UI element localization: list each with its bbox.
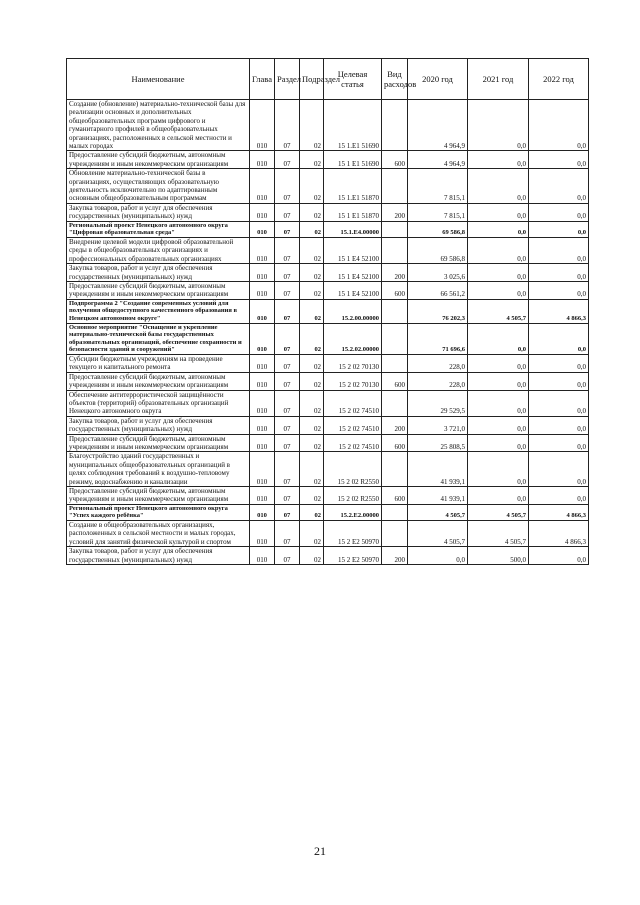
cell-statya: 15 2 02 R2550 xyxy=(324,452,382,487)
cell-vid xyxy=(382,323,408,354)
cell-glava: 010 xyxy=(250,169,275,204)
cell-razdel: 07 xyxy=(275,281,300,299)
cell-glava: 010 xyxy=(250,547,275,565)
cell-y2022: 4 866,3 xyxy=(529,520,589,546)
cell-vid xyxy=(382,452,408,487)
cell-name: Обновление материально-технической базы в организациях, осуществляющих образовательную деятельность исключительно по адаптированным основным общеобразовательным программам xyxy=(67,169,250,204)
cell-y2021: 4 505,7 xyxy=(468,504,529,520)
cell-name: Обеспечение антитеррористической защищённости объектов (территорий) образовательных организаций Ненецкого автономного округа xyxy=(67,390,250,416)
cell-y2020: 7 815,1 xyxy=(408,169,468,204)
cell-glava: 010 xyxy=(250,264,275,282)
cell-y2020: 71 696,6 xyxy=(408,323,468,354)
cell-glava: 010 xyxy=(250,434,275,452)
cell-y2022: 0,0 xyxy=(529,354,589,372)
cell-y2021: 0,0 xyxy=(468,354,529,372)
cell-razdel: 07 xyxy=(275,434,300,452)
cell-y2021: 0,0 xyxy=(468,434,529,452)
cell-y2022: 0,0 xyxy=(529,416,589,434)
cell-y2022: 0,0 xyxy=(529,486,589,504)
cell-y2020: 7 815,1 xyxy=(408,203,468,221)
header-2022: 2022 год xyxy=(529,59,589,100)
table-row xyxy=(67,323,589,354)
page-number: 21 xyxy=(314,844,326,858)
cell-podrazdel: 02 xyxy=(300,390,324,416)
cell-podrazdel: 02 xyxy=(300,299,324,323)
cell-vid: 600 xyxy=(382,434,408,452)
table-row xyxy=(67,504,589,520)
cell-y2020: 0,0 xyxy=(408,547,468,565)
cell-y2020: 41 939,1 xyxy=(408,486,468,504)
cell-podrazdel: 02 xyxy=(300,504,324,520)
cell-podrazdel: 02 xyxy=(300,203,324,221)
header-2020: 2020 год xyxy=(408,59,468,100)
cell-statya: 15.1.Е4.00000 xyxy=(324,221,382,237)
cell-statya: 15 1 Е4 52100 xyxy=(324,237,382,263)
cell-y2021: 0,0 xyxy=(468,416,529,434)
cell-y2021: 500,0 xyxy=(468,547,529,565)
cell-statya: 15 2 02 74510 xyxy=(324,434,382,452)
cell-podrazdel: 02 xyxy=(300,237,324,263)
cell-y2021: 4 505,7 xyxy=(468,520,529,546)
table-row xyxy=(67,372,589,390)
table-row xyxy=(67,452,589,487)
cell-vid xyxy=(382,354,408,372)
cell-y2020: 69 586,8 xyxy=(408,237,468,263)
cell-name: Региональный проект Ненецкого автономного округа "Цифровая образовательная среда" xyxy=(67,221,250,237)
header-vid: Вид расходов xyxy=(382,59,408,100)
cell-y2021: 0,0 xyxy=(468,281,529,299)
cell-y2022: 0,0 xyxy=(529,237,589,263)
cell-y2021: 0,0 xyxy=(468,264,529,282)
cell-statya: 15.2.00.00000 xyxy=(324,299,382,323)
table-row xyxy=(67,100,589,151)
cell-y2020: 41 939,1 xyxy=(408,452,468,487)
cell-vid: 600 xyxy=(382,281,408,299)
cell-statya: 15 2 02 74510 xyxy=(324,416,382,434)
cell-podrazdel: 02 xyxy=(300,354,324,372)
cell-y2021: 0,0 xyxy=(468,372,529,390)
cell-y2022: 4 866,3 xyxy=(529,504,589,520)
cell-y2022: 0,0 xyxy=(529,203,589,221)
cell-vid: 200 xyxy=(382,416,408,434)
cell-y2020: 3 025,6 xyxy=(408,264,468,282)
table-row xyxy=(67,221,589,237)
cell-y2021: 0,0 xyxy=(468,452,529,487)
cell-y2021: 0,0 xyxy=(468,100,529,151)
cell-statya: 15 1 Е1 51690 xyxy=(324,151,382,169)
cell-name: Предоставление субсидий бюджетным, автономным учреждениям и иным некоммерческим организациям xyxy=(67,151,250,169)
cell-podrazdel: 02 xyxy=(300,486,324,504)
cell-razdel: 07 xyxy=(275,237,300,263)
table-row xyxy=(67,520,589,546)
cell-statya: 15 2 Е2 50970 xyxy=(324,547,382,565)
cell-statya: 15 1 Е1 51870 xyxy=(324,203,382,221)
cell-razdel: 07 xyxy=(275,203,300,221)
cell-y2020: 4 505,7 xyxy=(408,504,468,520)
cell-y2020: 29 529,5 xyxy=(408,390,468,416)
cell-glava: 010 xyxy=(250,203,275,221)
cell-y2022: 0,0 xyxy=(529,169,589,204)
cell-y2022: 0,0 xyxy=(529,100,589,151)
cell-podrazdel: 02 xyxy=(300,547,324,565)
cell-y2021: 0,0 xyxy=(468,221,529,237)
cell-y2022: 0,0 xyxy=(529,547,589,565)
header-razdel: Раздел xyxy=(275,59,300,100)
cell-statya: 15.2.02.00000 xyxy=(324,323,382,354)
cell-glava: 010 xyxy=(250,416,275,434)
cell-y2021: 0,0 xyxy=(468,390,529,416)
cell-y2021: 0,0 xyxy=(468,486,529,504)
table-row xyxy=(67,203,589,221)
cell-podrazdel: 02 xyxy=(300,520,324,546)
cell-y2022: 0,0 xyxy=(529,390,589,416)
table-row xyxy=(67,169,589,204)
cell-name: Внедрение целевой модели цифровой образовательной среды в общеобразовательных организациях и профессиональных образовательных организациях xyxy=(67,237,250,263)
cell-glava: 010 xyxy=(250,151,275,169)
cell-podrazdel: 02 xyxy=(300,169,324,204)
cell-podrazdel: 02 xyxy=(300,151,324,169)
cell-name: Создание в общеобразовательных организациях, расположенных в сельской местности и малых городах, условий для занятий физической культурой и спортом xyxy=(67,520,250,546)
cell-statya: 15 2 02 70130 xyxy=(324,372,382,390)
table-row xyxy=(67,237,589,263)
cell-statya: 15 1.Е1 51870 xyxy=(324,169,382,204)
cell-glava: 010 xyxy=(250,372,275,390)
cell-y2020: 25 808,5 xyxy=(408,434,468,452)
cell-razdel: 07 xyxy=(275,547,300,565)
cell-razdel: 07 xyxy=(275,221,300,237)
cell-statya: 15 2 02 R2550 xyxy=(324,486,382,504)
cell-vid: 600 xyxy=(382,151,408,169)
cell-vid xyxy=(382,520,408,546)
cell-y2021: 0,0 xyxy=(468,169,529,204)
table-row xyxy=(67,354,589,372)
cell-statya: 15 2 Е2 50970 xyxy=(324,520,382,546)
table-row xyxy=(67,264,589,282)
cell-podrazdel: 02 xyxy=(300,416,324,434)
cell-y2020: 3 721,0 xyxy=(408,416,468,434)
cell-razdel: 07 xyxy=(275,520,300,546)
cell-name: Предоставление субсидий бюджетным, автономным учреждениям и иным некоммерческим организациям xyxy=(67,281,250,299)
cell-vid xyxy=(382,221,408,237)
cell-y2021: 0,0 xyxy=(468,151,529,169)
cell-glava: 010 xyxy=(250,323,275,354)
cell-glava: 010 xyxy=(250,520,275,546)
cell-y2022: 0,0 xyxy=(529,372,589,390)
table-row xyxy=(67,299,589,323)
cell-glava: 010 xyxy=(250,299,275,323)
cell-razdel: 07 xyxy=(275,504,300,520)
cell-y2022: 0,0 xyxy=(529,151,589,169)
cell-glava: 010 xyxy=(250,452,275,487)
header-2021: 2021 год xyxy=(468,59,529,100)
budget-table xyxy=(66,58,589,565)
cell-razdel: 07 xyxy=(275,151,300,169)
cell-vid xyxy=(382,299,408,323)
cell-razdel: 07 xyxy=(275,323,300,354)
cell-vid: 200 xyxy=(382,203,408,221)
cell-podrazdel: 02 xyxy=(300,221,324,237)
header-name: Наименование xyxy=(67,59,250,100)
header-statya: Целевая статья xyxy=(324,59,382,100)
cell-name: Закупка товаров, работ и услуг для обеспечения государственных (муниципальных) нужд xyxy=(67,547,250,565)
cell-y2022: 0,0 xyxy=(529,452,589,487)
cell-vid: 600 xyxy=(382,372,408,390)
cell-statya: 15 1 Е4 52100 xyxy=(324,264,382,282)
cell-y2022: 0,0 xyxy=(529,221,589,237)
cell-name: Субсидии бюджетным учреждениям на проведение текущего и капитального ремонта xyxy=(67,354,250,372)
cell-name: Подпрограмма 2 "Создание современных условий для получения общедоступного качественного образования в Ненецком автономном округе" xyxy=(67,299,250,323)
cell-name: Закупка товаров, работ и услуг для обеспечения государственных (муниципальных) нужд xyxy=(67,264,250,282)
cell-podrazdel: 02 xyxy=(300,100,324,151)
cell-name: Создание (обновление) материально-технической базы для реализации основных и дополнительных общеобразовательных программ цифрового и гуманитарного профилей в общеобразовательных организациях, расположенных в сельской местности и малых городах xyxy=(67,100,250,151)
cell-podrazdel: 02 xyxy=(300,372,324,390)
cell-vid: 200 xyxy=(382,547,408,565)
header-podrazdel: Подраздел xyxy=(300,59,324,100)
cell-y2020: 4 964,9 xyxy=(408,151,468,169)
table-header-row xyxy=(67,59,589,100)
cell-statya: 15 1 Е4 52100 xyxy=(324,281,382,299)
cell-vid xyxy=(382,390,408,416)
cell-name: Предоставление субсидий бюджетным, автономным учреждениям и иным некоммерческим организациям xyxy=(67,434,250,452)
cell-statya: 15 2 02 74510 xyxy=(324,390,382,416)
cell-y2022: 0,0 xyxy=(529,434,589,452)
cell-razdel: 07 xyxy=(275,264,300,282)
cell-glava: 010 xyxy=(250,390,275,416)
cell-razdel: 07 xyxy=(275,452,300,487)
cell-glava: 010 xyxy=(250,354,275,372)
cell-vid xyxy=(382,100,408,151)
cell-y2022: 4 866,3 xyxy=(529,299,589,323)
cell-podrazdel: 02 xyxy=(300,281,324,299)
header-glava: Глава xyxy=(250,59,275,100)
cell-podrazdel: 02 xyxy=(300,323,324,354)
cell-name: Предоставление субсидий бюджетным, автономным учреждениям и иным некоммерческим организациям xyxy=(67,486,250,504)
cell-razdel: 07 xyxy=(275,100,300,151)
cell-glava: 010 xyxy=(250,100,275,151)
cell-y2021: 4 505,7 xyxy=(468,299,529,323)
cell-y2021: 0,0 xyxy=(468,237,529,263)
cell-razdel: 07 xyxy=(275,169,300,204)
cell-name: Региональный проект Ненецкого автономного округа "Успех каждого ребёнка" xyxy=(67,504,250,520)
cell-y2020: 66 561,2 xyxy=(408,281,468,299)
cell-name: Предоставление субсидий бюджетным, автономным учреждениям и иным некоммерческим организациям xyxy=(67,372,250,390)
table-body xyxy=(67,100,589,565)
cell-y2020: 4 964,9 xyxy=(408,100,468,151)
cell-glava: 010 xyxy=(250,221,275,237)
cell-name: Основное мероприятие "Оснащение и укрепление материально-технической базы государственных образовательных организаций, обеспечение сохранности и безопасности зданий и сооружений" xyxy=(67,323,250,354)
cell-name: Закупка товаров, работ и услуг для обеспечения государственных (муниципальных) нужд xyxy=(67,416,250,434)
table-row xyxy=(67,416,589,434)
cell-glava: 010 xyxy=(250,504,275,520)
cell-razdel: 07 xyxy=(275,372,300,390)
cell-y2020: 228,0 xyxy=(408,354,468,372)
cell-y2022: 0,0 xyxy=(529,281,589,299)
cell-razdel: 07 xyxy=(275,299,300,323)
cell-vid xyxy=(382,504,408,520)
cell-y2022: 0,0 xyxy=(529,323,589,354)
cell-y2021: 0,0 xyxy=(468,203,529,221)
cell-podrazdel: 02 xyxy=(300,264,324,282)
cell-y2021: 0,0 xyxy=(468,323,529,354)
cell-glava: 010 xyxy=(250,237,275,263)
cell-vid: 200 xyxy=(382,264,408,282)
cell-glava: 010 xyxy=(250,486,275,504)
table-row xyxy=(67,390,589,416)
table-row xyxy=(67,281,589,299)
cell-y2020: 228,0 xyxy=(408,372,468,390)
cell-razdel: 07 xyxy=(275,390,300,416)
cell-statya: 15 1.Е1 51690 xyxy=(324,100,382,151)
cell-name: Благоустройство зданий государственных и муниципальных общеобразовательных организаций в целях соблюдения требований к воздушно-тепловому режиму, водоснабжению и канализации xyxy=(67,452,250,487)
cell-razdel: 07 xyxy=(275,354,300,372)
cell-vid xyxy=(382,169,408,204)
cell-glava: 010 xyxy=(250,281,275,299)
table-row xyxy=(67,151,589,169)
cell-vid: 600 xyxy=(382,486,408,504)
cell-y2020: 4 505,7 xyxy=(408,520,468,546)
cell-y2022: 0,0 xyxy=(529,264,589,282)
table-row xyxy=(67,547,589,565)
cell-razdel: 07 xyxy=(275,416,300,434)
cell-podrazdel: 02 xyxy=(300,452,324,487)
table-row xyxy=(67,486,589,504)
cell-y2020: 76 202,3 xyxy=(408,299,468,323)
cell-statya: 15 2 02 70130 xyxy=(324,354,382,372)
cell-y2020: 69 586,8 xyxy=(408,221,468,237)
table-row xyxy=(67,434,589,452)
cell-vid xyxy=(382,237,408,263)
cell-podrazdel: 02 xyxy=(300,434,324,452)
cell-name: Закупка товаров, работ и услуг для обеспечения государственных (муниципальных) нужд xyxy=(67,203,250,221)
cell-razdel: 07 xyxy=(275,486,300,504)
cell-statya: 15.2.Е2.00000 xyxy=(324,504,382,520)
